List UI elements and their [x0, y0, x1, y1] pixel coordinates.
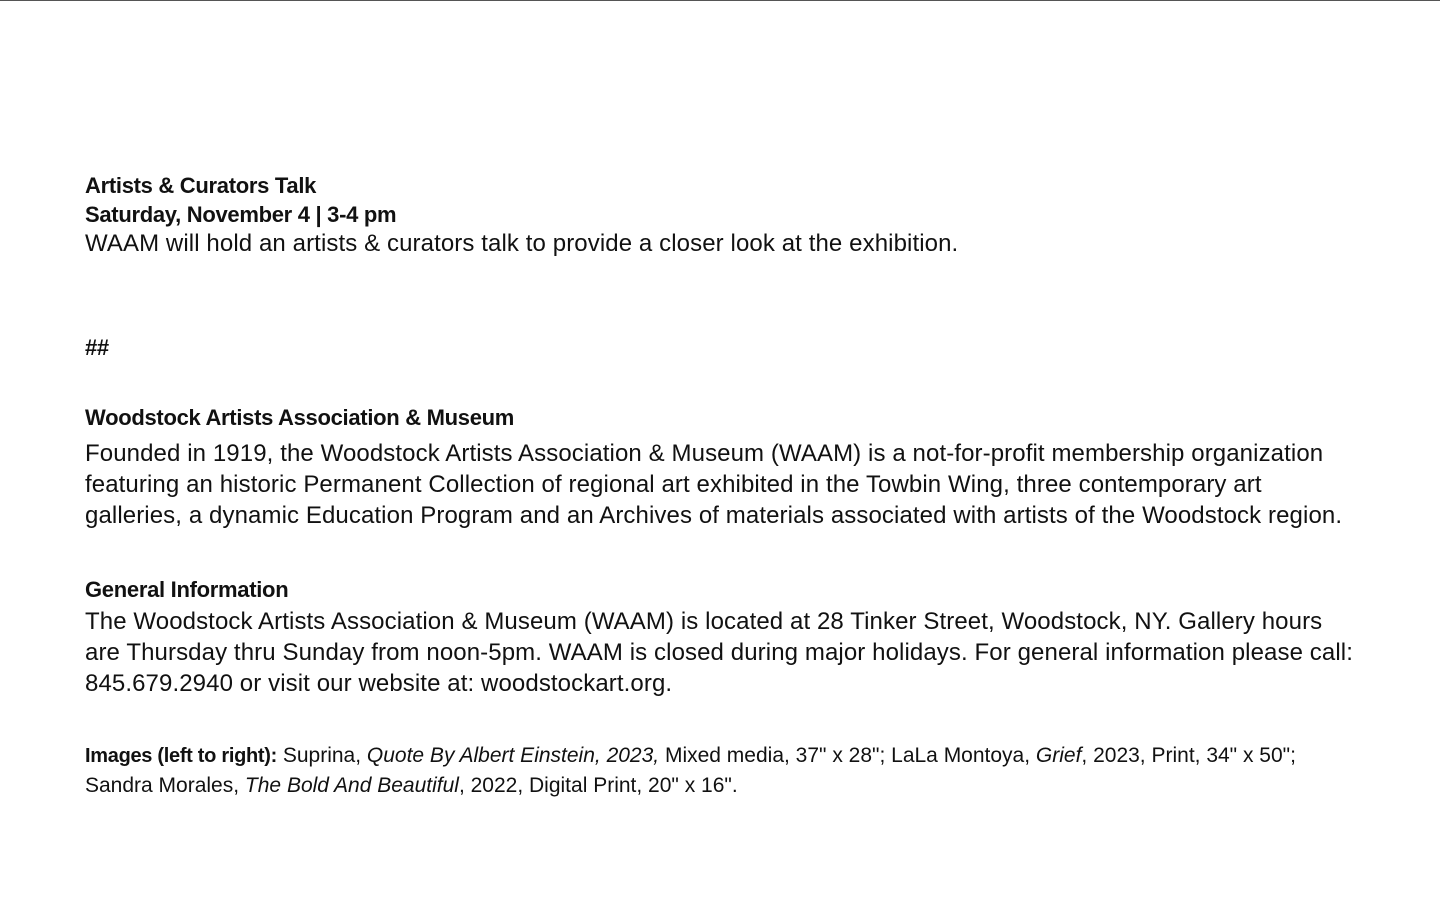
section-separator: ## [85, 335, 109, 360]
caption-details-2: , 2023, Print, 34" x 50"; Sandra Morales, [85, 744, 1296, 797]
caption-title-2: Grief [1035, 744, 1082, 767]
images-caption [85, 741, 1355, 801]
caption-details-3: , 2022, Digital Print, 20" x 16". [458, 774, 738, 797]
general-info-title: General Information [85, 577, 289, 602]
about-description: Founded in 1919, the Woodstock Artists Association & Museum (WAAM) is a not-for-profit membership organization featuring an historic Permanent Collection of regional art exhibited in the Towbin Wing, three contemporary art galleries, a dynamic Education Program and an Archives of materials associated with artists of the Woodstock region. [85, 440, 1343, 529]
event-description: WAAM will hold an artists & curators talk to provide a closer look at the exhibition. [85, 230, 959, 257]
caption-title-3: The Bold And Beautiful [244, 774, 459, 797]
caption-artist-1: Suprina, [277, 744, 367, 767]
general-info-description: The Woodstock Artists Association & Museum (WAAM) is located at 28 Tinker Street, Woodstock, NY. Gallery hours are Thursday thru Sunday from noon-5pm. WAAM is closed during major holidays. For general information please call: 845.679.2940 or visit our website at: woodstockart.org. [85, 608, 1353, 697]
images-caption-label: Images (left to right): [85, 745, 277, 767]
press-release-body [85, 171, 1355, 801]
caption-details-1: Mixed media, 37" x 28"; LaLa Montoya, [659, 744, 1036, 767]
event-date: Saturday, November 4 | 3-4 pm [85, 202, 397, 227]
event-title: Artists & Curators Talk [85, 173, 317, 198]
about-title: Woodstock Artists Association & Museum [85, 405, 515, 430]
caption-title-1: Quote By Albert Einstein, 2023, [366, 744, 660, 767]
